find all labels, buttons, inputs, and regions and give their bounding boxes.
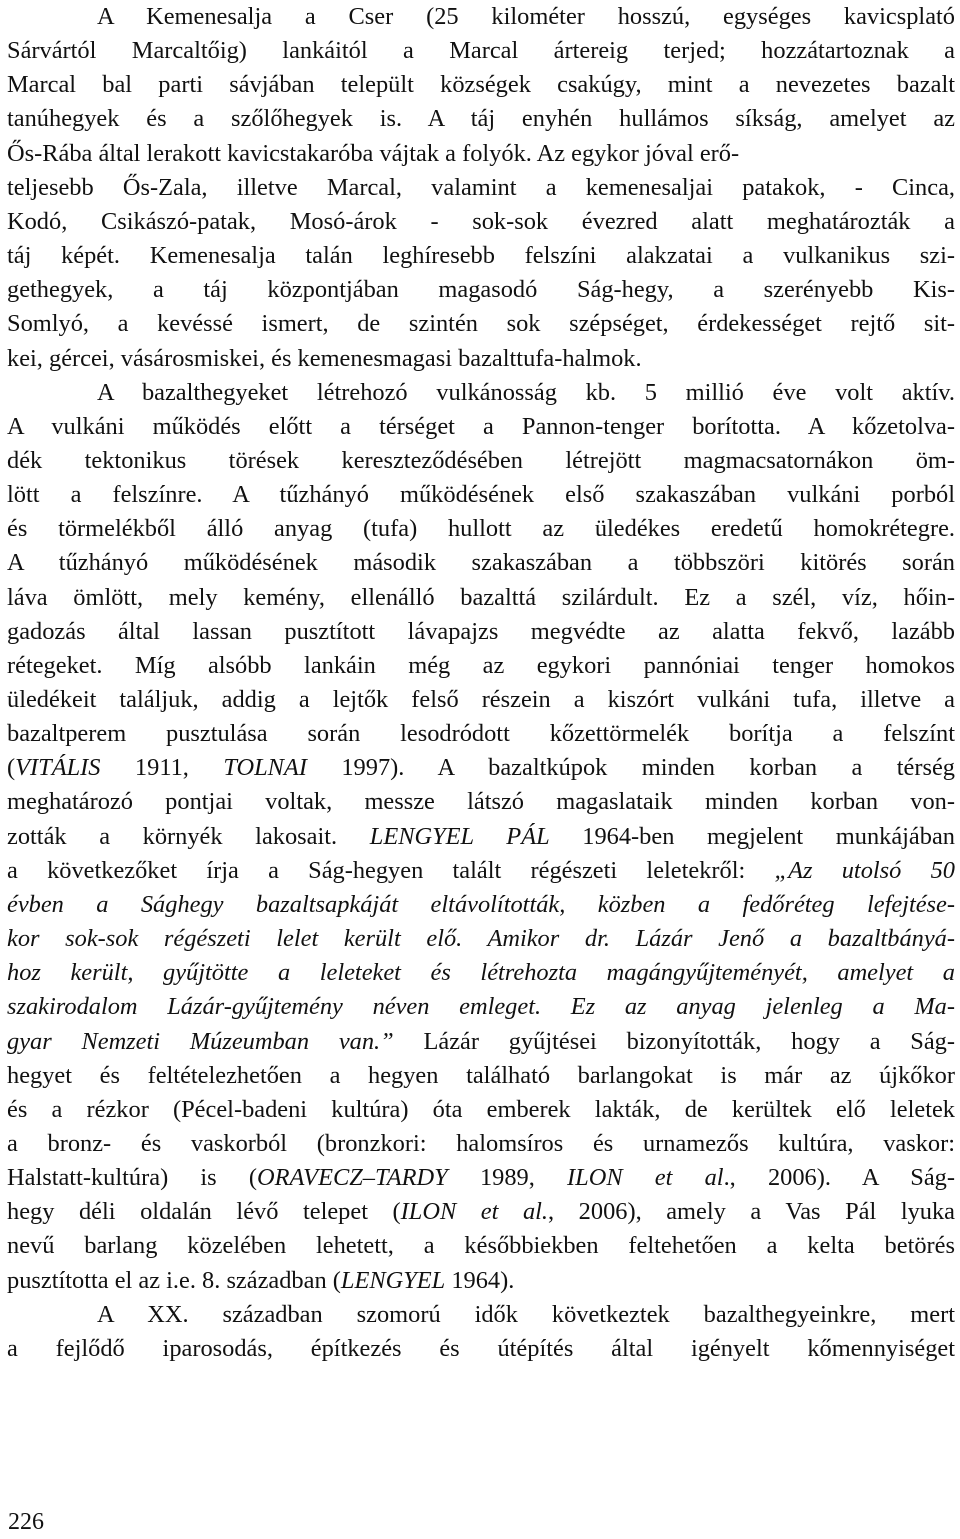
- line-text: Sárvártól Marcaltőig) lankáitól a Marcal ártereig terjed; hozzátartoznak a: [7, 37, 955, 65]
- line-text: A vulkáni működés előtt a térséget a Pannon-tenger borította. A kőzetolva-: [7, 412, 955, 440]
- line-text: Ős-Rába által lerakott kavicstakaróba vájtak a folyók. Az egykor jóval erő-: [7, 139, 740, 167]
- line-text: a következőket írja a Ság-hegyen talált régészeti leletekről:: [7, 856, 775, 884]
- line-text: és a rézkor (Pécel-badeni kultúra) óta emberek lakták, de kerültek elő leletek: [7, 1095, 955, 1123]
- line-text: lött a felszínre. A tűzhányó működésének első szakaszában vulkáni porból: [7, 481, 955, 509]
- line-text: a fejlődő iparosodás, építkezés és útépítés által igényelt kőmennyiséget: [7, 1334, 955, 1362]
- italic-text: kor sok-sok régészeti lelet került elő. Amikor dr. Lázár Jenő a bazaltbányá-: [7, 925, 955, 953]
- line-text: Marcal bal parti sávjában települt községek csakúgy, mint a nevezetes bazalt: [7, 71, 955, 99]
- line-text: nevű barlang közelében lehetett, a későbbiekben feltehetően a kelta betörés: [7, 1232, 955, 1260]
- italic-text: ILON et al.: [400, 1198, 549, 1226]
- line-text: (: [7, 754, 16, 782]
- italic-text: évben a Sághegy bazaltsapkáját eltávolították, közben a fedőréteg lefejtése-: [7, 890, 955, 918]
- line-text: láva ömlött, mely kemény, ellenálló bazalttá szilárdult. Ez a szél, víz, hőin-: [7, 583, 955, 611]
- line-text: A Kemenesalja a Cser (25 kilométer hosszú, egységes kavicsplató: [97, 3, 955, 30]
- line-text: , 2006), amely a Vas Pál lyuka: [548, 1198, 956, 1226]
- line-text: üledékeit találjuk, addig a lejtők felső részein a kiszórt vulkáni tufa, illetve a: [7, 686, 955, 713]
- line-text: 1964).: [445, 1266, 515, 1294]
- line-text: Lázár gyűjtései bizonyították, hogy a Ság-: [393, 1027, 955, 1055]
- italic-text: gyar Nemzeti Múzeumban van.”: [7, 1027, 394, 1055]
- line-text: meghatározó pontjai voltak, messze látszó magaslataik minden korban von-: [7, 788, 955, 816]
- italic-text: LENGYEL PÁL: [369, 822, 550, 850]
- line-text: a bronz- és vaskorból (bronzkori: halomsíros és urnamezős kultúra, vaskor:: [7, 1129, 955, 1157]
- italic-text: szakirodalom Lázár-gyűjtemény néven emleget. Ez az anyag jelenleg a Ma-: [7, 993, 955, 1021]
- line-text: táj képét. Kemenesalja talán leghíresebb felszíni alakzatai a vulkanikus szi-: [7, 242, 955, 270]
- line-text: Kodó, Csikászó-patak, Mosó-árok - sok-sok évezred alatt meghatározták a: [7, 207, 955, 235]
- italic-text: TOLNAI: [223, 754, 307, 782]
- line-text: kei, gércei, vásárosmiskei, és kemenesmagasi bazalttufa-halmok.: [7, 344, 642, 372]
- line-text: 1997). A bazaltkúpok minden korban a térség: [306, 754, 956, 782]
- line-text: ., 2006). A Ság-: [723, 1164, 955, 1192]
- line-text: gethegyek, a táj központjában magasodó Ság-hegy, a szerényebb Kis-: [7, 276, 955, 304]
- line-text: Halstatt-kultúra) is (: [7, 1164, 257, 1192]
- line-text: A XX. században szomorú idők következtek bazalthegyeinkre, mert: [97, 1300, 955, 1328]
- italic-text: „Az utolsó 50: [774, 856, 955, 884]
- line-text: rétegeket. Míg alsóbb lankáin még az egykori pannóniai tenger homokos: [7, 651, 955, 679]
- line-text: hegyet és feltételezhetően a hegyen található barlangokat is már az újkőkor: [7, 1061, 955, 1089]
- line-text: bazaltperem pusztulása során lesodródott kőzettörmelék borítja a felszínt: [7, 720, 955, 748]
- italic-text: ORAVECZ–TARDY: [256, 1164, 448, 1192]
- line-text: dék tektonikus törések kereszteződésében létrejött magmacsatornákon öm-: [7, 446, 955, 474]
- line-text: és törmelékből álló anyag (tufa) hullott az üledékes eredetű homokrétegre.: [7, 515, 955, 543]
- italic-text: ILON et al: [567, 1164, 724, 1192]
- line-text: 1964-ben megjelent munkájában: [549, 822, 955, 850]
- line-text: teljesebb Ős-Zala, illetve Marcal, valamint a kemenesaljai patakok, - Cinca,: [7, 173, 955, 201]
- line-text: Somlyó, a kevéssé ismert, de szintén sok szépséget, érdekességet rejtő sit-: [7, 310, 955, 338]
- italic-text: LENGYEL: [340, 1266, 446, 1294]
- text-line: [7, 1329, 955, 1369]
- line-text: A tűzhányó működésének második szakaszában a többszöri kitörés során: [7, 549, 955, 577]
- line-text: hegy déli oldalán lévő telepet (: [7, 1198, 401, 1226]
- line-text: 1989,: [447, 1164, 568, 1192]
- line-text: 1911,: [100, 754, 224, 782]
- italic-text: hoz került, gyűjtötte a leleteket és létrehozta magángyűjteményét, amelyet a: [7, 959, 955, 987]
- line-text: pusztította el az i.e. 8. században (: [7, 1266, 341, 1294]
- line-text: zották a környék lakosait.: [7, 822, 370, 850]
- line-text: tanúhegyek és a szőlőhegyek is. A táj enyhén hullámos síkság, amelyet az: [7, 105, 955, 133]
- page-number: 226: [8, 1509, 44, 1535]
- line-text: gadozás által lassan pusztított lávapajzs megvédte az alatta fekvő, lazább: [7, 617, 955, 645]
- italic-text: VITÁLIS: [15, 754, 101, 782]
- line-text: A bazalthegyeket létrehozó vulkánosság kb. 5 millió éve volt aktív.: [97, 378, 955, 406]
